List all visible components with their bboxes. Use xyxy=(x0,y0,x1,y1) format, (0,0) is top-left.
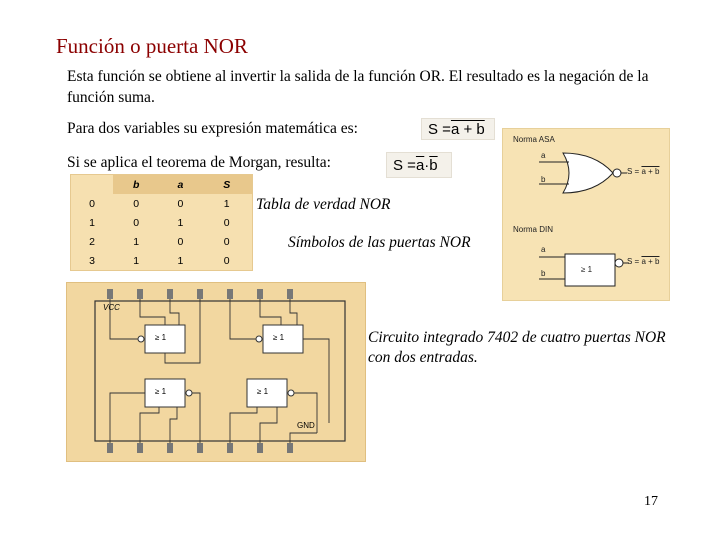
ic-body-outline xyxy=(95,301,345,441)
truth-cell: 3 xyxy=(71,251,113,270)
asa-output-lhs: S = xyxy=(627,167,642,176)
din-input-a: a xyxy=(541,245,546,254)
truth-cell: 0 xyxy=(223,235,230,248)
truth-header-cell: a xyxy=(159,175,201,194)
expression-label: Para dos variables su expresión matemática es: xyxy=(67,120,358,137)
truth-table-header xyxy=(71,175,252,194)
caption-truth-table: Tabla de verdad NOR xyxy=(256,196,391,213)
truth-cell: 1 xyxy=(223,197,230,210)
asa-nor-gate-icon xyxy=(563,153,613,193)
truth-cell: 1 xyxy=(71,213,113,232)
truth-cell: 0 xyxy=(223,254,230,267)
din-gate-label: ≥ 1 xyxy=(581,265,593,274)
gnd-label: GND xyxy=(297,421,315,430)
truth-header-cell xyxy=(71,175,113,194)
truth-cell: 0 xyxy=(177,235,184,248)
truth-table xyxy=(70,174,253,271)
formula-morgan-dot: · xyxy=(424,156,430,174)
formula-nor-rhs: a + b xyxy=(450,120,485,138)
inversion-bubble-icon xyxy=(613,169,621,177)
caption-symbols: Símbolos de las puertas NOR xyxy=(288,234,471,251)
ic-top-pins xyxy=(107,289,293,299)
truth-cell: 1 xyxy=(133,235,140,248)
asa-output-rhs: a + b xyxy=(641,167,660,176)
gate-4-label: ≥ 1 xyxy=(257,387,269,396)
formula-morgan xyxy=(386,152,452,178)
gate-2-label: ≥ 1 xyxy=(273,333,285,342)
asa-input-a: a xyxy=(541,151,546,160)
truth-cell: 2 xyxy=(71,232,113,251)
truth-cell: 0 xyxy=(177,197,184,210)
intro-paragraph: Esta función se obtiene al invertir la salida de la función OR. El resultado es la negación de la función suma. xyxy=(67,68,649,106)
truth-cell: 1 xyxy=(177,216,184,229)
morgan-label: Si se aplica el teorema de Morgan, resulta: xyxy=(67,154,331,171)
truth-cell: 1 xyxy=(177,254,184,267)
table-row xyxy=(71,232,252,251)
table-row xyxy=(71,194,252,213)
gate-3-label: ≥ 1 xyxy=(155,387,167,396)
truth-cell: 1 xyxy=(133,254,140,267)
truth-cell: 0 xyxy=(133,197,140,210)
nor-symbols-drawing xyxy=(503,129,669,300)
asa-title: Norma ASA xyxy=(513,135,555,144)
nor-symbols-panel xyxy=(502,128,670,301)
ic-7402-diagram xyxy=(66,282,366,462)
table-row xyxy=(71,213,252,232)
asa-output xyxy=(627,167,659,176)
ic-bottom-pins xyxy=(107,443,293,453)
table-row xyxy=(71,251,252,270)
din-title: Norma DIN xyxy=(513,225,554,234)
formula-morgan-a: $\overline{a}$ xyxy=(415,156,425,174)
truth-cell: 0 xyxy=(223,216,230,229)
din-output-rhs: a + b xyxy=(641,257,660,266)
din-output-lhs: S = xyxy=(627,257,642,266)
caption-ic: Circuito integrado 7402 de cuatro puertas NOR con dos entradas. xyxy=(368,329,666,366)
asa-input-b: b xyxy=(541,175,546,184)
din-output xyxy=(627,257,659,266)
vcc-label: VCC xyxy=(103,303,120,312)
truth-cell: 0 xyxy=(71,194,113,213)
formula-morgan-lhs: S = xyxy=(393,156,416,174)
formula-nor xyxy=(421,118,495,140)
formula-nor-lhs: S = xyxy=(428,120,451,138)
din-input-b: b xyxy=(541,269,546,278)
truth-header-cell: b xyxy=(113,175,159,194)
truth-header-cell: S xyxy=(201,175,252,194)
formula-morgan-b: $\overline{b}$ xyxy=(429,156,438,174)
truth-cell: 0 xyxy=(133,216,140,229)
gate-1-label: ≥ 1 xyxy=(155,333,167,342)
page-title: Función o puerta NOR xyxy=(56,34,248,58)
page-number: 17 xyxy=(644,494,658,509)
din-inversion-bubble-icon xyxy=(615,259,623,267)
